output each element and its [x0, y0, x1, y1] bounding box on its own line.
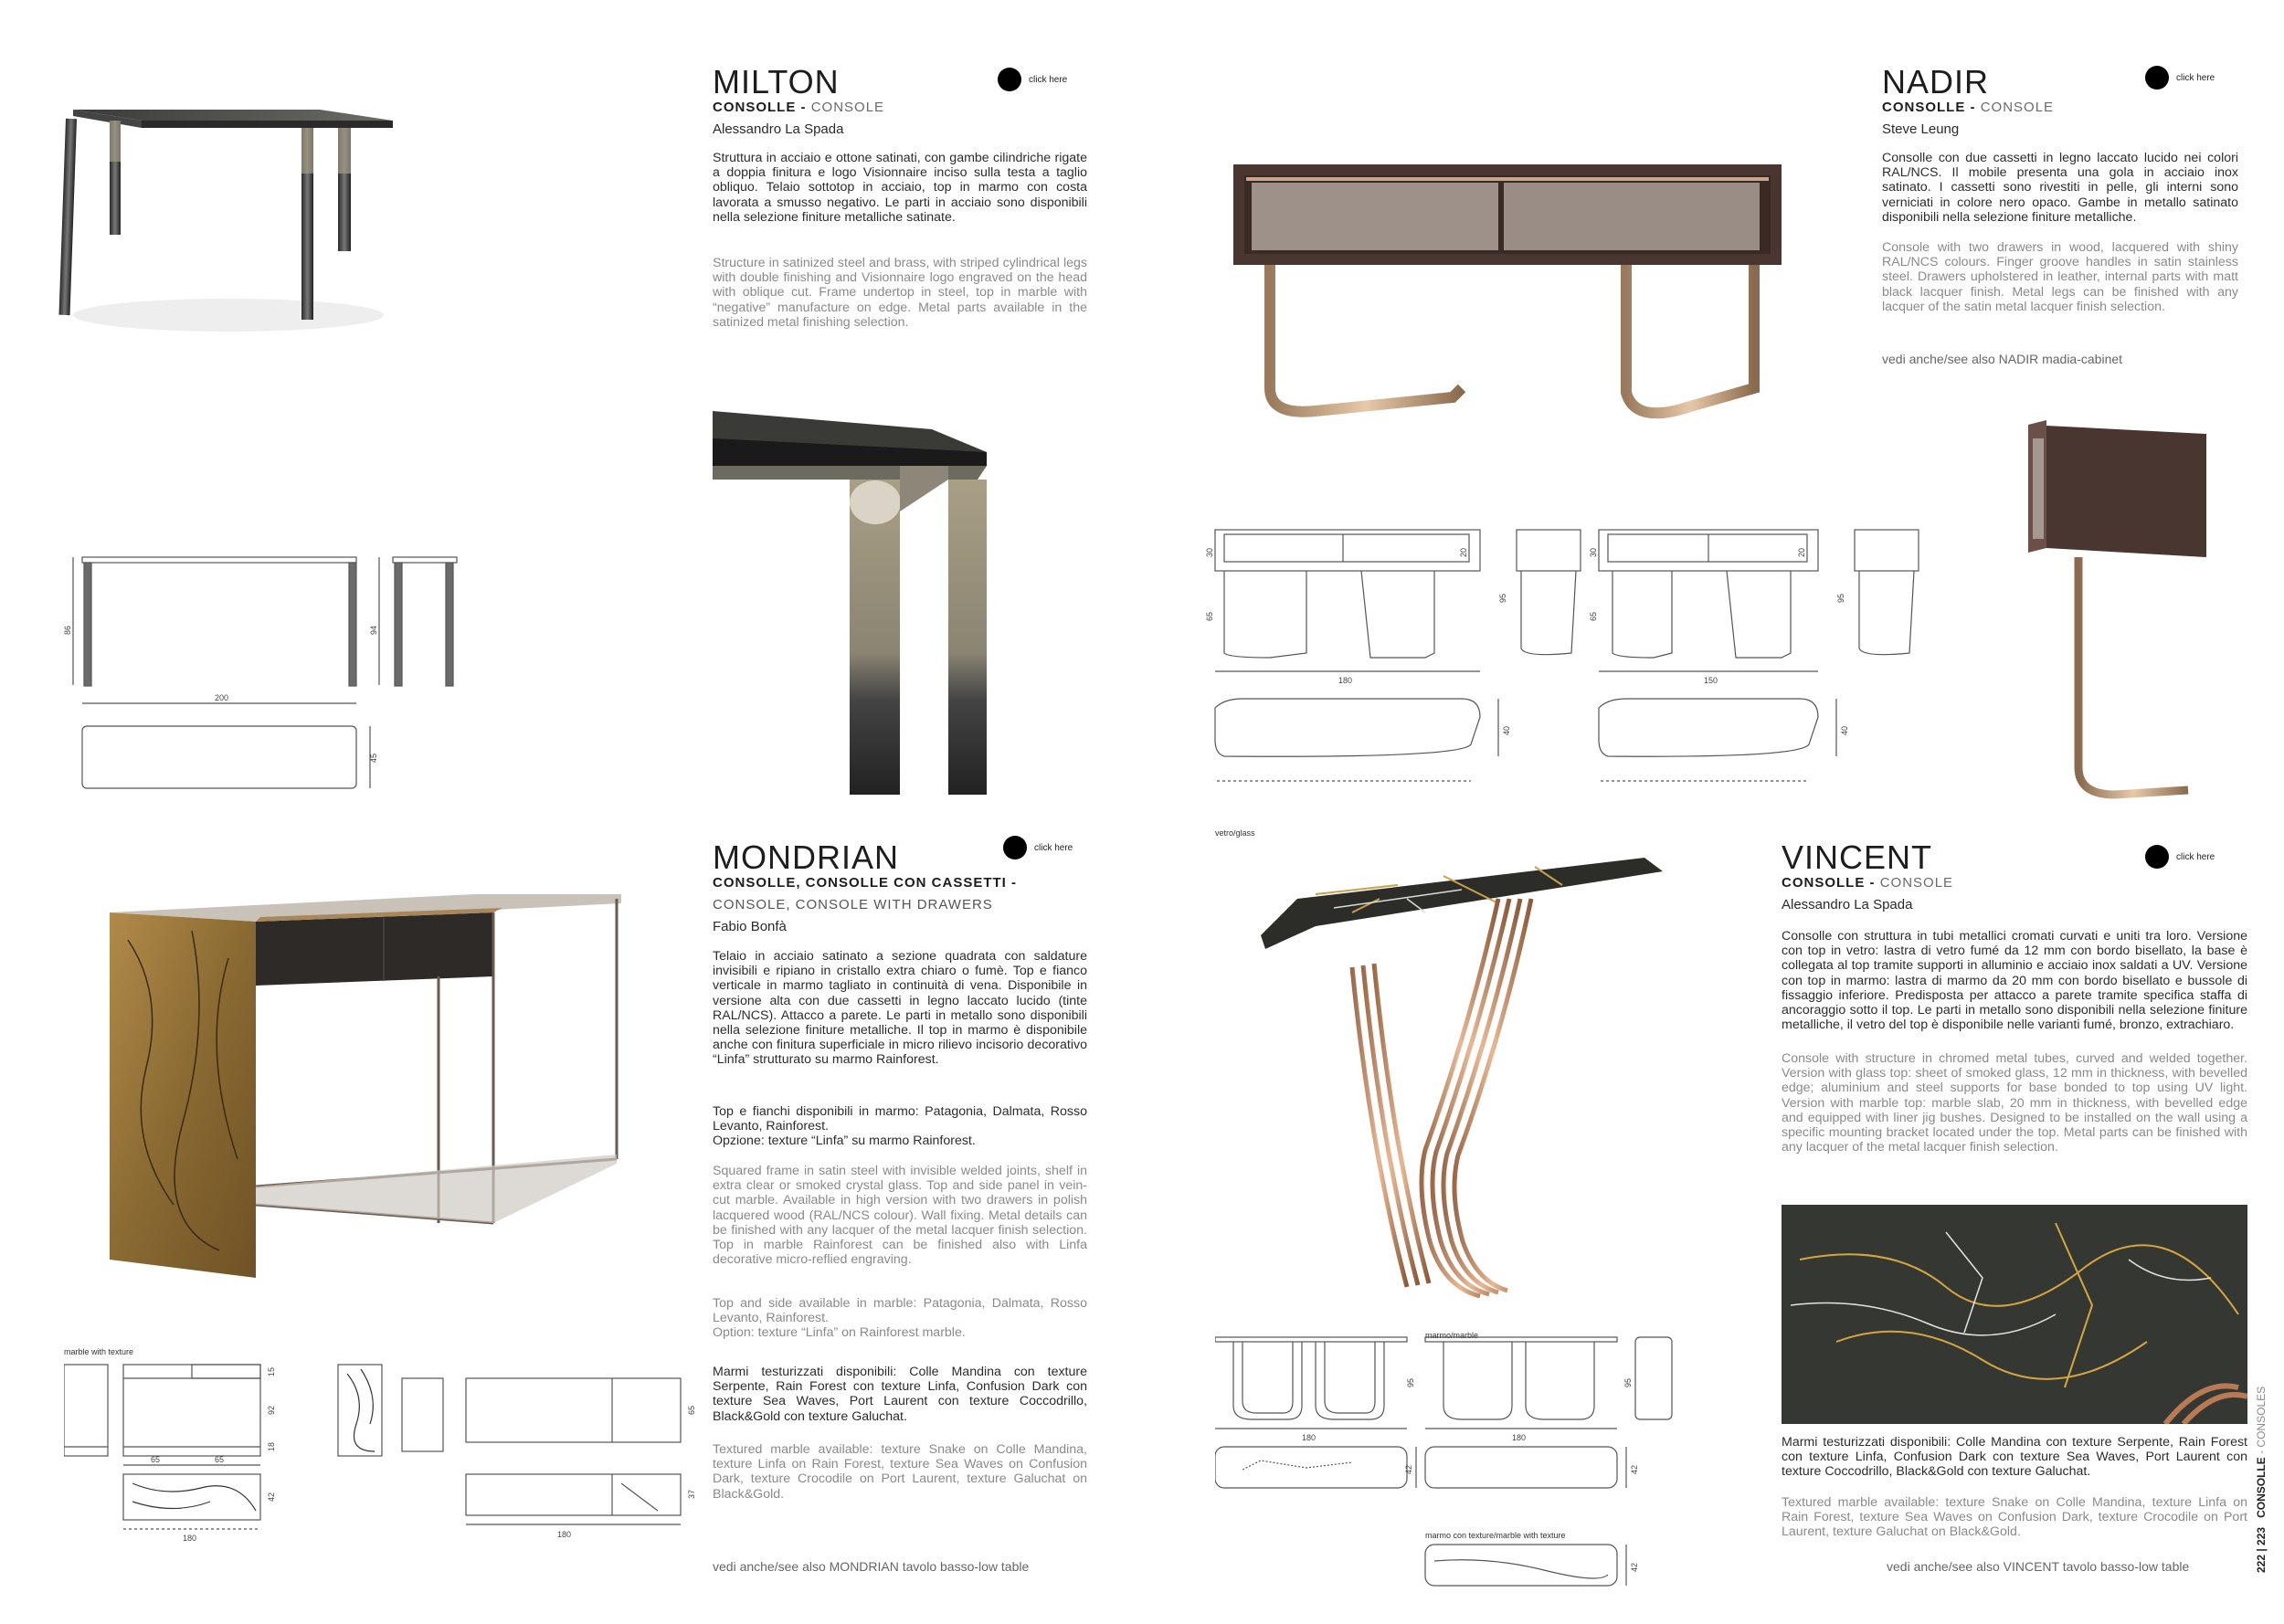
milton-dim-height: 86: [63, 625, 72, 635]
vincent-dim-95b: 95: [1623, 1377, 1633, 1387]
nadir-description-en: Console with two drawers in wood, lacquered with shiny RAL/NCS colours. Finger groove handles in satin stainless steel. Drawers upholstered in leather, internal parts with matt black lacquer finish. Metal legs can be finished with any lacquer of the satin metal lacquer finish selection.: [1882, 240, 2238, 314]
mondrian-description-it-4: Marmi testurizzati disponibili: Colle Mandina con texture Serpente, Rain Forest con texture Linfa, Confusion Dark con texture Sea Waves, Port Laurent con texture Coccodrillo, Black&Gold con texture Galuchat.: [713, 1365, 1087, 1424]
vincent-texture-label: marmo con texture/marble with texture: [1425, 1531, 1566, 1540]
nadir-category-en: CONSOLE: [1980, 100, 2055, 115]
vincent-dim-180a: 180: [1302, 1433, 1316, 1442]
nadir-dim-40b: 40: [1840, 725, 1849, 735]
click-dot-icon: [1003, 836, 1027, 859]
nadir-click-here-button[interactable]: [2145, 66, 2215, 90]
vincent-dim-42c: 42: [1630, 1562, 1639, 1572]
milton-detail-image: [713, 411, 1014, 795]
vincent-click-here-button[interactable]: [2145, 845, 2215, 869]
vincent-description-it: Consolle con struttura in tubi metallici cromati curvati e uniti tra loro. Versione con top in vetro: lastra di vetro fumé da 12 mm con bordo bisellato, la base è collegata al top tramite supporti in alluminio e acciaio inox saldati a UV. Versione con top in marmo: lastra di marmo da 20 mm con bordo bisellato e bussole di fissaggio inferiore. Predisposta per attacco a parete tramite specifica staffa di ancoraggio sotto il top. Le parti in metallo sono disponibili nella selezione finiture metalliche, il vetro del top è disponibile nelle varianti fumé, bronzo, extrachiaro.: [1782, 929, 2247, 1033]
vincent-technical-drawing: [1215, 1333, 1690, 1607]
mondrian-title: MONDRIAN: [713, 838, 899, 876]
vincent-category-it: CONSOLLE: [1782, 875, 1866, 891]
milton-category: [713, 99, 884, 117]
milton-designer: Alessandro La Spada: [713, 121, 844, 137]
nadir-side-image: [2028, 420, 2211, 804]
mondrian-click-label: click here: [1034, 842, 1073, 853]
milton-title: MILTON: [713, 63, 840, 100]
nadir-dim-40a: 40: [1502, 725, 1511, 735]
mondrian-texture-label: marble with texture: [64, 1347, 134, 1356]
milton-section: [0, 0, 1142, 812]
page-numbers: 222 | 223: [2255, 1526, 2268, 1573]
nadir-dim-30b: 30: [1589, 547, 1598, 557]
vincent-detail-image: [1782, 1205, 2247, 1424]
nadir-dim-20b: 20: [1797, 547, 1806, 557]
mondrian-product-image: [110, 885, 621, 1287]
vincent-section: [1142, 812, 2284, 1624]
mondrian-section: [0, 812, 1142, 1624]
vincent-designer: Alessandro La Spada: [1782, 897, 1913, 912]
mondrian-dim-92: 92: [267, 1405, 276, 1415]
mondrian-dim-42: 42: [267, 1492, 276, 1502]
milton-description-it: Struttura in acciaio e ottone satinati, con gambe cilindriche rigate a doppia finitura e logo Visionnaire inciso sulla testa a taglio obliquo. Telaio sottotop in acciaio, top in marmo con costa lavorata a smusso negativo. Le parti in acciaio sono disponibili nella selezione finiture metalliche satinate.: [713, 151, 1087, 225]
vincent-marble-label: marmo/marble: [1425, 1331, 1479, 1340]
mondrian-dim-15: 15: [267, 1366, 276, 1376]
milton-category-en: CONSOLE: [810, 100, 885, 115]
milton-category-sep: -: [796, 100, 811, 115]
mondrian-dim-65b: 65: [215, 1455, 225, 1464]
vincent-click-label: click here: [2176, 851, 2215, 862]
page-number-footer: [2255, 1387, 2268, 1573]
mondrian-description-it-2: Top e fianchi disponibili in marmo: Patagonia, Dalmata, Rosso Levanto, Rainforest.: [713, 1104, 1087, 1134]
mondrian-click-here-button[interactable]: [1003, 836, 1073, 859]
vincent-category: [1782, 874, 1953, 892]
nadir-description-it: Consolle con due cassetti in legno laccato lucido nei colori RAL/NCS. Il mobile presenta una gola in acciaio inox satinato. I cassetti sono rivestiti in pelle, gli interni sono verniciati in colore nero opaco. Gambe in metallo satinato disponibili nella selezione finiture metalliche.: [1882, 151, 2238, 225]
vincent-dim-95a: 95: [1406, 1377, 1415, 1387]
mondrian-technical-drawing: [64, 1360, 703, 1598]
milton-description-en: Structure in satinized steel and brass, with striped cylindrical legs with double finishing and Visionnaire logo engraved on the head with oblique cut. Frame undertop in steel, top in marble with “negative” manufacture on edge. Metal parts available in the satinized metal finishing selection.: [713, 256, 1087, 330]
vincent-description-en-2: Textured marble available: texture Snake on Colle Mandina, texture Linfa on Rain Forest, texture Sea Waves on Confusion Dark, texture Crocodile on Port Laurent, texture Galuchat on Black&Gold.: [1782, 1495, 2247, 1540]
vincent-title: VINCENT: [1782, 838, 1933, 876]
nadir-dim-95a: 95: [1498, 593, 1507, 603]
milton-dim-height-side: 94: [369, 625, 378, 635]
mondrian-category-line2: CONSOLE, CONSOLE WITH DRAWERS: [713, 897, 993, 912]
vincent-see-also: vedi anche/see also VINCENT tavolo basso-low table: [1887, 1559, 2190, 1574]
nadir-category: [1882, 99, 2054, 117]
mondrian-description-en-3: Option: texture “Linfa” on Rainforest marble.: [713, 1325, 966, 1340]
nadir-category-it: CONSOLLE: [1882, 100, 1966, 115]
section-sep: -: [2255, 1447, 2268, 1458]
milton-product-image: [55, 91, 393, 338]
vincent-category-sep: -: [1865, 875, 1880, 891]
mondrian-description-en: Squared frame in satin steel with invisible welded joints, shelf in extra clear or smoked crystal glass. Top and side panel in vein-cut marble. Available in high version with two drawers in polish lacquered wood (RAL/NCS colour). Wall fixing. Metal details can be finished with any lacquer of the metal lacquer finish selection. Top in marble Rainforest can be finished also with Linfa decorative micro-reflied engraving.: [713, 1164, 1087, 1268]
nadir-dim-150: 150: [1704, 676, 1718, 685]
vincent-dim-180b: 180: [1512, 1433, 1527, 1442]
section-it: CONSOLLE: [2255, 1457, 2268, 1518]
mondrian-dim-37: 37: [687, 1489, 696, 1499]
milton-click-label: click here: [1029, 74, 1068, 85]
nadir-category-sep: -: [1965, 100, 1981, 115]
mondrian-dim-180: 180: [183, 1534, 197, 1543]
click-dot-icon: [998, 68, 1021, 91]
nadir-dim-65a: 65: [1205, 611, 1214, 621]
mondrian-dim-180b: 180: [557, 1530, 572, 1539]
vincent-category-en: CONSOLE: [1879, 875, 1954, 891]
nadir-title: NADIR: [1882, 63, 1990, 100]
nadir-dim-180: 180: [1338, 676, 1353, 685]
mondrian-dim-65c: 65: [687, 1405, 696, 1415]
nadir-product-image: [1233, 164, 1782, 466]
mondrian-description-en-4: Textured marble available: texture Snake on Colle Mandina, texture Linfa on Rain Forest, texture Sea Waves on Confusion Dark, texture Crocodile on Port Laurent, texture Galuchat on Black&Gold.: [713, 1442, 1087, 1502]
mondrian-description-it-3: Opzione: texture “Linfa” su marmo Rainforest.: [713, 1134, 976, 1148]
mondrian-description-en-2: Top and side available in marble: Patagonia, Dalmata, Rosso Levanto, Rainforest.: [713, 1296, 1087, 1326]
nadir-designer: Steve Leung: [1882, 121, 1960, 137]
milton-dim-depth: 45: [369, 753, 378, 763]
milton-dim-width: 200: [215, 693, 229, 702]
vincent-description-it-2: Marmi testurizzati disponibili: Colle Mandina con texture Serpente, Rain Forest con texture Linfa, Confusion Dark con texture Sea Waves, Port Laurent con texture Coccodrillo, Black&Gold con texture Galuchat.: [1782, 1435, 2247, 1480]
nadir-technical-drawing: [1197, 521, 2019, 804]
vincent-dim-42a: 42: [1404, 1464, 1413, 1474]
mondrian-dim-18: 18: [267, 1441, 276, 1451]
mondrian-see-also: vedi anche/see also MONDRIAN tavolo basso-low table: [713, 1559, 1030, 1574]
vincent-glass-label: vetro/glass: [1215, 828, 1255, 838]
vincent-description-en: Console with structure in chromed metal tubes, curved and welded together. Version with glass top: sheet of smoked glass, 12 mm in thickness, with bevelled edge; aluminium and steel supports for base bonded to top using UV light. Version with marble top: marble slab, 20 mm in thickness, with bevelled edge and equipped with liner jig bushes. Designed to be installed on the wall using a specific mounting bracket located under the top. Metal parts can be finished with any lacquer of the metal lacquer finish selection.: [1782, 1051, 2247, 1155]
mondrian-designer: Fabio Bonfà: [713, 919, 787, 934]
mondrian-description-it: Telaio in acciaio satinato a sezione quadrata con saldature invisibili e ripiano in cristallo extra chiaro o fumè. Top e fianco verticale in marmo tagliato in continuità di vena. Disponibile in versione alta con due cassetti in legno laccato lucido (tinte RAL/NCS). Attacco a parete. Le parti in metallo sono disponibili nella selezione finiture metalliche. Il top in marmo è disponibile anche con finitura superficiale in micro rilievo incisorio decorativo “Linfa” strutturato su marmo Rainforest.: [713, 949, 1087, 1068]
click-dot-icon: [2145, 845, 2169, 869]
mondrian-category-line1: CONSOLLE, CONSOLLE CON CASSETTI -: [713, 875, 1018, 891]
nadir-click-label: click here: [2176, 72, 2215, 83]
mondrian-dim-65a: 65: [151, 1455, 161, 1464]
nadir-dim-30a: 30: [1205, 547, 1214, 557]
nadir-dim-95b: 95: [1836, 593, 1845, 603]
nadir-section: [1142, 0, 2284, 812]
nadir-dim-20a: 20: [1459, 547, 1468, 557]
milton-technical-drawing: [55, 548, 475, 795]
vincent-dim-42b: 42: [1630, 1464, 1639, 1474]
milton-category-it: CONSOLLE: [713, 100, 797, 115]
section-en: CONSOLES: [2255, 1386, 2268, 1448]
milton-click-here-button[interactable]: [998, 68, 1067, 91]
nadir-see-also: vedi anche/see also NADIR madia-cabinet: [1882, 352, 2123, 366]
click-dot-icon: [2145, 66, 2169, 90]
vincent-product-image: [1261, 858, 1672, 1342]
nadir-dim-65b: 65: [1589, 611, 1598, 621]
